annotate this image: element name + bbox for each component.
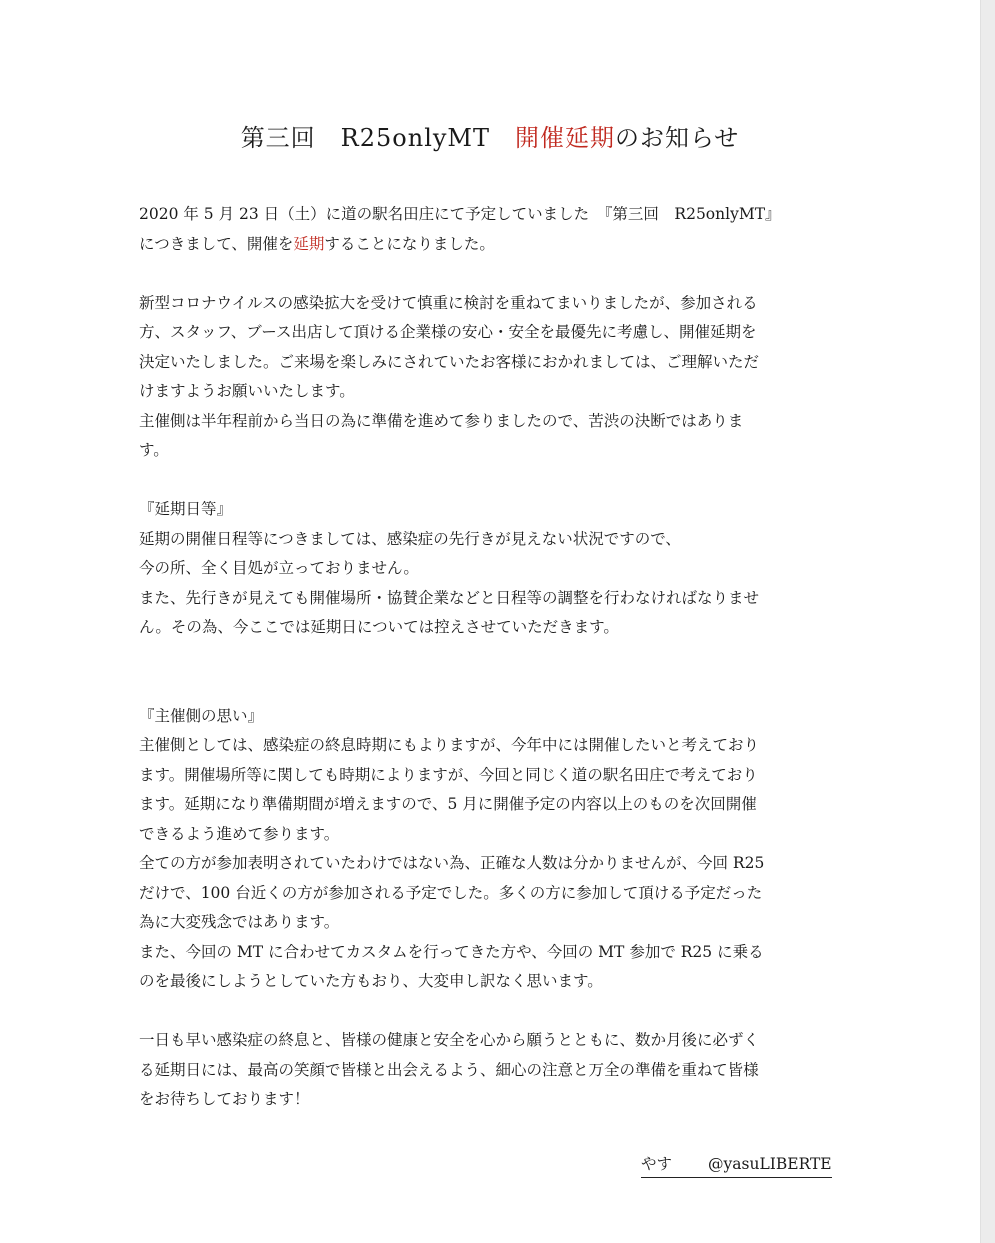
reason-line: 新型コロナウイルスの感染拡大を受けて慎重に検討を重ねてまいりましたが、参加される <box>139 293 758 312</box>
intro-paragraph <box>139 200 839 259</box>
postpone-line: 今の所、全く目処が立っておりません。 <box>139 559 419 577</box>
reason-line: 方、スタッフ、ブース出店して頂ける企業様の安心・安全を最優先に考慮し、開催延期を <box>139 323 757 341</box>
postpone-line: また、先行きが見えても開催場所・協賛企業などと日程等の調整を行わなければなりませ <box>139 588 760 607</box>
organizer-line: だけで、100 台近くの方が参加される予定でした。多くの方に参加して頂ける予定だった <box>139 883 763 902</box>
section-heading: 『延期日等』 <box>139 500 233 518</box>
closing-line: をお待ちしております！ <box>139 1090 310 1108</box>
reason-paragraph <box>139 289 839 466</box>
signature <box>641 1152 832 1178</box>
section-heading: 『主催側の思い』 <box>139 706 264 725</box>
notice-title <box>0 118 980 153</box>
intro-text: につきまして、開催を <box>139 234 294 253</box>
organizer-section <box>139 702 839 997</box>
page-edge <box>980 0 995 1243</box>
organizer-line: 全ての方が参加表明されていたわけではない為、正確な人数は分かりませんが、今回 R25 <box>139 854 765 872</box>
title-prefix: 第三回 R25onlyMT <box>240 124 516 152</box>
signature-name: やす <box>641 1155 673 1173</box>
intro-text: することになりました。 <box>324 234 495 253</box>
reason-line: けますようお願いいたします。 <box>139 382 355 400</box>
reason-line: 決定いたしました。ご来場を楽しみにされていたお客様におかれましては、ご理解いただ <box>139 352 760 371</box>
closing-line: る延期日には、最高の笑顔で皆様と出会えるよう、細心の注意と万全の準備を重ねて皆様 <box>139 1060 759 1079</box>
intro-line <box>139 230 839 260</box>
intro-line: 2020 年 5 月 23 日（土）に道の駅名田庄にて予定していました 『第三回 R25onlyMT』 <box>139 205 781 223</box>
postpone-section <box>139 495 839 643</box>
organizer-line: ます。開催場所等に関しても時期によりますが、今回と同じく道の駅名田庄で考えており <box>139 765 758 784</box>
title-highlight: 開催延期 <box>515 124 616 152</box>
title-suffix: のお知らせ <box>615 124 740 152</box>
postpone-line: 延期の開催日程等につきましては、感染症の先行きが見えない状況ですので、 <box>139 529 681 548</box>
postpone-line: ん。その為、今ここでは延期日については控えさせていただきます。 <box>139 618 619 636</box>
closing-line: 一日も早い感染症の終息と、皆様の健康と安全を心から願うとともに、数か月後に必ずく <box>139 1031 760 1049</box>
reason-line: す。 <box>139 441 169 459</box>
organizer-line: また、今回の MT に合わせてカスタムを行ってきた方や、今回の MT 参加で R25 に乗る <box>139 942 764 961</box>
signature-handle: @yasuLIBERTE <box>708 1155 832 1173</box>
closing-paragraph <box>139 1026 839 1115</box>
organizer-line: ます。延期になり準備期間が増えますので、5 月に開催予定の内容以上のものを次回開催 <box>139 795 757 813</box>
organizer-line: 為に大変残念ではあります。 <box>139 913 340 931</box>
notice-body <box>139 200 839 1115</box>
organizer-line: できるよう進めて参ります。 <box>139 824 340 843</box>
postpone-highlight: 延期 <box>293 234 325 253</box>
reason-line: 主催側は半年程前から当日の為に準備を進めて参りましたので、苦渋の決断ではありま <box>139 411 744 430</box>
organizer-line: のを最後にしようとしていた方もおり、大変申し訳なく思います。 <box>139 972 603 990</box>
organizer-line: 主催側としては、感染症の終息時期にもよりますが、今年中には開催したいと考えており <box>139 736 760 754</box>
